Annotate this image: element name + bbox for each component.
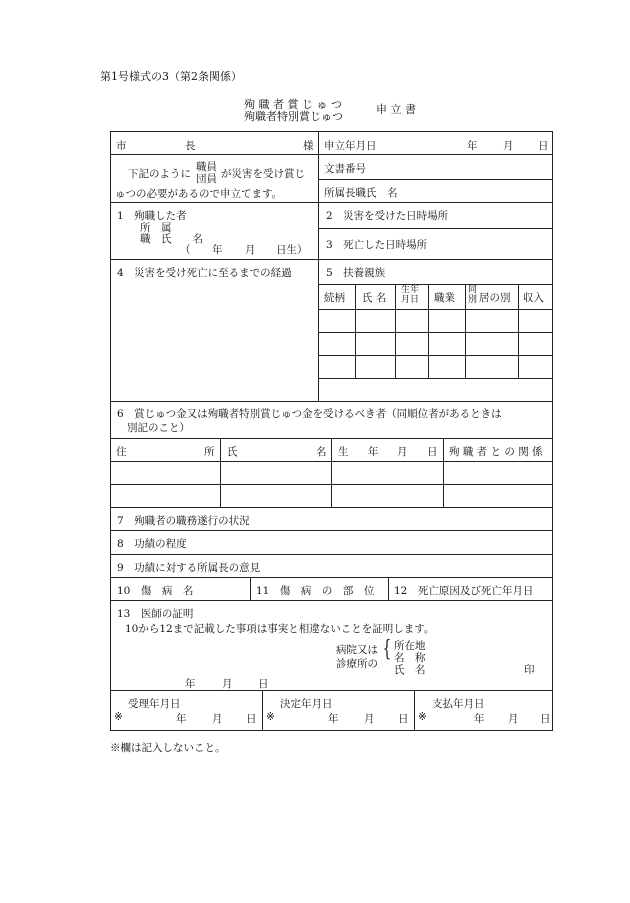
paid-year: 年 [474,713,485,725]
section5-label: 5 扶養親族 [326,267,386,279]
brace-icon: { [382,637,392,662]
rule [110,690,553,691]
date-year: 年 [467,140,478,152]
decided-date-label: 決定年月日 [280,698,333,710]
beneficiary-col-name-b: 名 [316,446,327,458]
doctor-name-label: 氏 名 [394,664,426,676]
rule [388,577,389,600]
sama-label: 様 [303,140,314,152]
decided-month: 月 [364,713,375,725]
beneficiary-col-address-b: 所 [204,446,215,458]
decided-mark: ※ [266,711,275,723]
date-day: 日 [538,140,549,152]
rule [220,438,221,507]
section1-birth-open: （ [180,244,191,256]
section10-label: 10 傷 病 名 [117,585,194,597]
mayor-label: 市 [116,140,127,152]
dependents-col-name: 氏 名 [362,292,387,304]
rule [318,228,553,229]
cert-date-year: 年 [185,678,196,690]
dependents-col-birth-bottom: 月日 [401,295,420,305]
section4-label: 4 災害を受け死亡に至るまでの経過 [117,267,292,279]
section1-affiliation: 所 属 [140,222,172,234]
beneficiary-col-relation: 殉 職 者 と の 関 係 [449,446,543,458]
received-mark: ※ [114,711,123,723]
section6-label-line1: 6 賞じゅつ金又は殉職者特別賞じゅつ金を受けるべき者（同順位者があるときは [117,408,502,420]
beneficiary-col-birth-2: 年 [368,446,379,458]
dependents-col-relation: 続柄 [324,292,345,304]
received-year: 年 [176,713,187,725]
beneficiary-col-birth-4: 日 [427,446,438,458]
received-date-label: 受理年月日 [128,698,181,710]
cert-date-month: 月 [222,678,233,690]
form-number: 第1号様式の3（第2条関係） [100,70,242,83]
declaration-option-member: 団員 [196,173,217,185]
section1-birth-day: 日生） [276,244,308,256]
beneficiary-col-address-a: 住 [116,446,127,458]
dependents-col-cohabit-top: 同 [468,285,478,295]
decided-year: 年 [328,713,339,725]
section11-label: 11 傷 病 の 部 位 [256,585,375,597]
rule [110,154,553,155]
section7-label: 7 殉職者の職務遂行の状況 [117,515,250,527]
seal-mark: 印 [524,664,535,676]
rule [318,179,553,180]
paid-mark: ※ [418,711,427,723]
rule [443,438,444,507]
dependents-col-occupation: 職業 [434,292,455,304]
declaration-line2: ゅつの必要があるので申立てます。 [115,188,283,200]
rule [250,577,251,600]
declaration-option-staff: 職員 [196,161,217,173]
footer-note: ※欄は記入しないこと。 [110,742,226,754]
paid-day: 日 [540,713,551,725]
rule [318,378,553,379]
declaration-pre: 下記のように [128,168,191,180]
rule [465,284,466,378]
hospital-address-label: 所在地 [394,640,426,652]
rule [262,690,263,731]
section2-label: 2 災害を受けた日時場所 [326,210,449,222]
received-month: 月 [212,713,223,725]
date-month: 月 [503,140,514,152]
received-day: 日 [246,713,257,725]
rule [395,284,396,378]
hospital-name-label: 名 称 [394,652,426,664]
rule [110,554,553,555]
declaration-post: が災害を受け賞じ [221,168,305,180]
rule [318,131,319,401]
rule [518,284,519,378]
section1-name: 職 氏 名 [140,233,203,245]
rule [428,284,429,378]
rule [110,259,553,260]
mayor-cho: 長 [185,140,196,152]
beneficiary-col-birth-1: 生 [338,446,349,458]
section13-statement: 10から12まで記載した事項は事実と相違ないことを証明します。 [125,623,435,635]
rule [331,438,332,507]
rule [110,401,553,402]
cert-date-day: 日 [258,678,269,690]
title-line2: 殉職者特別賞じゅつ [244,110,343,123]
hospital-label-2: 診療所の [336,658,378,670]
dependents-col-cohabit: 居の別 [479,292,511,304]
dependents-col-income: 収入 [523,292,544,304]
rule [355,284,356,378]
rule [110,577,553,578]
rule [110,600,553,601]
section1-birth-year: 年 [212,244,223,256]
rule [414,690,415,731]
dependents-col-cohabit-bottom: 別 [468,295,478,305]
section6-label-line2: 別記のこと） [127,422,190,434]
beneficiary-col-birth-3: 月 [397,446,408,458]
document-number-label: 文書番号 [324,163,366,175]
dependents-col-birth-top: 生年 [401,285,420,295]
section1-birth-month: 月 [245,244,256,256]
section9-label: 9 功績に対する所属長の意見 [117,562,261,574]
paid-date-label: 支払年月日 [432,698,485,710]
rule [110,507,553,508]
section1-label: 1 殉職した者 [117,210,187,222]
title-line1: 殉 職 者 賞 じ ゅ つ [244,98,342,111]
rule [110,530,553,531]
beneficiary-col-name-a: 氏 [227,446,238,458]
section12-label: 12 死亡原因及び死亡年月日 [394,585,534,597]
head-name-label: 所属長職氏 名 [324,187,398,199]
rule [110,202,553,203]
decided-day: 日 [398,713,409,725]
application-date-label: 申立年月日 [324,140,377,152]
section13-label: 13 医師の証明 [117,608,194,620]
section3-label: 3 死亡した日時場所 [326,239,428,251]
title-suffix: 申 立 書 [376,103,416,116]
section8-label: 8 功績の程度 [117,538,187,550]
paid-month: 月 [508,713,519,725]
hospital-label-1: 病院又は [336,644,378,656]
